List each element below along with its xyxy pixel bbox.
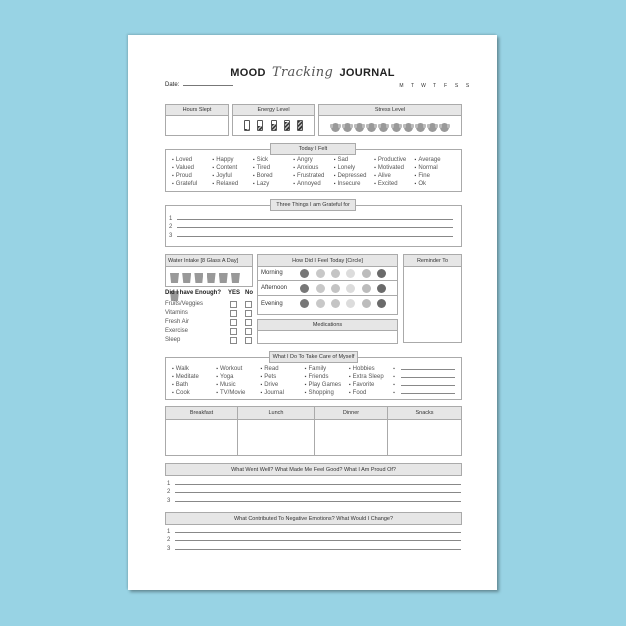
enough-item: Vitamins [165,310,188,316]
water-intake-box [165,254,253,287]
dinner-header: Dinner [315,407,387,420]
line-number: 1 [167,480,171,487]
felt-col-4 [293,156,333,188]
battery-4-icon[interactable] [284,120,290,131]
felt-option[interactable]: ▪ Frustrated [293,172,333,180]
went-well-line-2[interactable] [167,487,461,496]
snacks-header: Snacks [388,407,461,420]
feel-row-evening [258,296,397,311]
reminder-box[interactable] [403,254,462,343]
page-title [128,65,497,80]
care-option[interactable]: ▪ Journal [260,389,304,397]
dinner-column[interactable] [315,407,388,455]
reminder-header: Reminder To [403,254,462,267]
care-option[interactable]: ▪ Yoga [216,373,260,381]
felt-col-7 [415,156,455,188]
grateful-line-1[interactable] [169,213,453,222]
enough-label: Did I have Enough? [165,290,222,296]
went-well-lines [167,478,461,504]
stress-icon[interactable] [331,123,340,132]
smiling-face-icon[interactable] [316,299,325,308]
enough-row [165,336,255,345]
title-suffix: JOURNAL [339,67,395,79]
care-option[interactable]: ▪ Pets [260,373,304,381]
stress-icons [319,115,461,137]
upset-face-icon[interactable] [362,284,371,293]
row-label: Evening [261,300,283,307]
lunch-column[interactable] [238,407,315,455]
felt-col-5 [334,156,374,188]
care-option[interactable]: ▪ Meditate [172,373,216,381]
felt-option[interactable]: ▪ Lonely [334,164,374,172]
medications-header: Medications [257,319,398,331]
neutral-face-icon[interactable] [331,284,340,293]
care-blank-lines [393,365,455,397]
felt-option[interactable]: ▪ Sick [253,156,293,164]
today-i-felt-header: Today I Felt [270,143,356,155]
no-checkbox[interactable] [245,310,252,317]
care-option[interactable]: ▪ Family [305,365,349,373]
line-number: 1 [167,528,171,535]
went-well-line-3[interactable] [167,495,461,504]
stress-level-box [318,104,462,136]
care-blank-line[interactable]: ▪ [393,373,455,381]
journal-page [128,35,497,590]
enough-item: Sleep [165,337,181,343]
care-col-1 [172,365,216,397]
negative-line-3[interactable] [167,543,461,552]
stress-icon[interactable] [440,123,449,132]
care-option[interactable]: ▪ Drive [260,381,304,389]
self-care-box [165,357,462,400]
felt-option[interactable]: ▪ Insecure [334,180,374,188]
yes-checkbox[interactable] [230,310,237,317]
enough-list [165,300,255,345]
dark-face-icon[interactable] [377,299,386,308]
felt-option[interactable]: ▪ Lazy [253,180,293,188]
smiling-face-icon[interactable] [316,269,325,278]
care-option[interactable]: ▪ Extra Sleep [349,373,393,381]
row-label: Morning [261,270,283,276]
neutral-face-icon[interactable] [331,269,340,278]
felt-option[interactable]: ▪ Content [212,164,252,172]
enough-row [165,300,255,309]
row-label: Afternoon [261,285,288,291]
breakfast-column[interactable] [166,407,238,455]
care-option[interactable]: ▪ Music [216,381,260,389]
felt-option[interactable]: ▪ Ok [415,180,455,188]
care-blank-line[interactable]: ▪ [393,389,455,397]
glass-icon[interactable] [170,273,179,283]
date-line[interactable] [183,85,233,86]
energy-icons [233,115,314,136]
feel-row-afternoon [258,281,397,296]
felt-option[interactable]: ▪ Angry [293,156,333,164]
stress-icon[interactable] [379,123,388,132]
stress-icon[interactable] [367,123,376,132]
care-option[interactable]: ▪ Read [260,365,304,373]
enough-row [165,327,255,336]
meals-box [165,406,462,456]
care-col-5 [349,365,393,397]
line-number: 2 [167,537,171,543]
care-col-3 [260,365,304,397]
energy-level-box [232,104,315,136]
went-well-line-1[interactable] [167,478,461,487]
yes-checkbox[interactable] [230,337,237,344]
snacks-column[interactable] [388,407,461,455]
neutral-face-icon[interactable] [331,299,340,308]
battery-2-icon[interactable] [257,120,263,131]
negative-header: What Contributed To Negative Emotions? What Would I Change? [165,512,462,525]
day-t[interactable]: T [410,83,415,89]
care-option[interactable]: ▪ Hobbies [349,365,393,373]
felt-option[interactable]: ▪ Fine [415,172,455,180]
glass-icon[interactable] [219,273,228,283]
felt-option[interactable]: ▪ Average [415,156,455,164]
grinning-face-icon[interactable] [300,299,309,308]
no-checkbox[interactable] [245,328,252,335]
sad-face-icon[interactable] [346,299,355,308]
day-th[interactable]: T [432,83,437,89]
care-option[interactable]: ▪ Workout [216,365,260,373]
battery-5-icon[interactable] [297,120,303,131]
hours-slept-box[interactable] [165,104,229,136]
grateful-line-3[interactable] [169,230,453,239]
date-field[interactable] [165,82,233,88]
feel-row-morning [258,266,397,281]
feel-today-header: How Did I Feel Today [Circle] [257,254,398,267]
care-option[interactable]: ▪ Bath [172,381,216,389]
care-option[interactable]: ▪ TV/Movie [216,389,260,397]
felt-option[interactable]: ▪ Grateful [172,180,212,188]
line-number: 3 [167,497,171,504]
date-label: Date: [165,82,180,88]
dark-face-icon[interactable] [377,284,386,293]
stress-icon[interactable] [343,123,352,132]
day-f[interactable]: F [443,83,448,89]
negative-line-2[interactable] [167,535,461,544]
felt-option[interactable]: ▪ Annoyed [293,180,333,188]
felt-option[interactable]: ▪ Relaxed [212,180,252,188]
care-option[interactable]: ▪ Friends [305,373,349,381]
water-intake-header: Water Intake [8 Glass A Day] [165,254,253,267]
enough-row [165,318,255,327]
felt-option[interactable]: ▪ Sad [334,156,374,164]
glass-icon[interactable] [194,273,203,283]
stress-icon[interactable] [416,123,425,132]
enough-row [165,309,255,318]
stress-icon[interactable] [404,123,413,132]
felt-option[interactable]: ▪ Productive [374,156,414,164]
enough-item: Fresh Air [165,319,190,325]
felt-option[interactable]: ▪ Tired [253,164,293,172]
upset-face-icon[interactable] [362,299,371,308]
today-i-felt-box [165,149,462,192]
feel-today-box [257,254,398,315]
negative-lines [167,526,461,552]
smiling-face-icon[interactable] [316,284,325,293]
stress-level-header: Stress Level [318,104,462,116]
line-number: 1 [169,215,173,222]
felt-option[interactable]: ▪ Anxious [293,164,333,172]
stress-icon[interactable] [355,123,364,132]
care-col-2 [216,365,260,397]
title-script: Tracking [272,65,334,80]
lunch-header: Lunch [238,407,314,420]
felt-option[interactable]: ▪ Valued [172,164,212,172]
enough-item: Fruits/Veggies [165,301,204,307]
grinning-face-icon[interactable] [300,269,309,278]
no-label: No [245,290,253,296]
line-number: 3 [167,545,171,552]
glass-icon[interactable] [182,273,191,283]
line-number: 2 [169,224,173,230]
felt-option[interactable]: ▪ Motivated [374,164,414,172]
stress-icon[interactable] [428,123,437,132]
no-checkbox[interactable] [245,301,252,308]
glass-icon[interactable] [231,273,240,283]
no-checkbox[interactable] [245,337,252,344]
hours-slept-header: Hours Slept [165,104,229,116]
day-su[interactable]: S [465,83,470,89]
yes-checkbox[interactable] [230,328,237,335]
care-blank-line[interactable]: ▪ [393,365,455,373]
negative-line-1[interactable] [167,526,461,535]
grinning-face-icon[interactable] [300,284,309,293]
enough-item: Exercise [165,328,189,334]
battery-1-icon[interactable] [244,120,250,131]
sad-face-icon[interactable] [346,269,355,278]
care-option[interactable]: ▪ Food [349,389,393,397]
line-number: 2 [167,489,171,495]
care-option[interactable]: ▪ Cook [172,389,216,397]
energy-level-header: Energy Level [232,104,315,116]
yes-label: YES [228,290,241,296]
felt-option[interactable]: ▪ Joyful [212,172,252,180]
felt-col-1 [172,156,212,188]
sad-face-icon[interactable] [346,284,355,293]
medications-box[interactable] [257,319,398,344]
self-care-header: What I Do To Take Care of Myself [269,351,358,363]
felt-option[interactable]: ▪ Happy [212,156,252,164]
felt-col-6 [374,156,414,188]
care-option[interactable]: ▪ Shopping [305,389,349,397]
felt-option[interactable]: ▪ Alive [374,172,414,180]
felt-option[interactable]: ▪ Bored [253,172,293,180]
grateful-line-2[interactable] [169,222,453,231]
dark-face-icon[interactable] [377,269,386,278]
glass-icon[interactable] [207,273,216,283]
felt-option[interactable]: ▪ Normal [415,164,455,172]
weekday-selector [396,83,473,89]
day-sa[interactable]: S [454,83,459,89]
title-prefix: MOOD [230,67,266,79]
felt-option[interactable]: ▪ Excited [374,180,414,188]
grateful-box[interactable] [165,205,462,247]
upset-face-icon[interactable] [362,269,371,278]
yes-checkbox[interactable] [230,301,237,308]
felt-option[interactable]: ▪ Depressed [334,172,374,180]
felt-option[interactable]: ▪ Proud [172,172,212,180]
grateful-header: Three Things I am Grateful for [270,199,356,211]
went-well-header: What Went Well? What Made Me Feel Good? What I Am Proud Of? [165,463,462,476]
day-m[interactable]: M [399,83,404,89]
felt-col-2 [212,156,252,188]
care-option[interactable]: ▪ Walk [172,365,216,373]
care-col-4 [305,365,349,397]
enough-header [165,290,255,296]
battery-3-icon[interactable] [271,120,277,131]
no-checkbox[interactable] [245,319,252,326]
stress-icon[interactable] [392,123,401,132]
day-w[interactable]: W [421,83,426,89]
breakfast-header: Breakfast [166,407,237,420]
felt-option[interactable]: ▪ Loved [172,156,212,164]
care-blank-line[interactable]: ▪ [393,381,455,389]
felt-col-3 [253,156,293,188]
care-option[interactable]: ▪ Play Games [305,381,349,389]
care-option[interactable]: ▪ Favorite [349,381,393,389]
yes-checkbox[interactable] [230,319,237,326]
line-number: 3 [169,232,173,239]
